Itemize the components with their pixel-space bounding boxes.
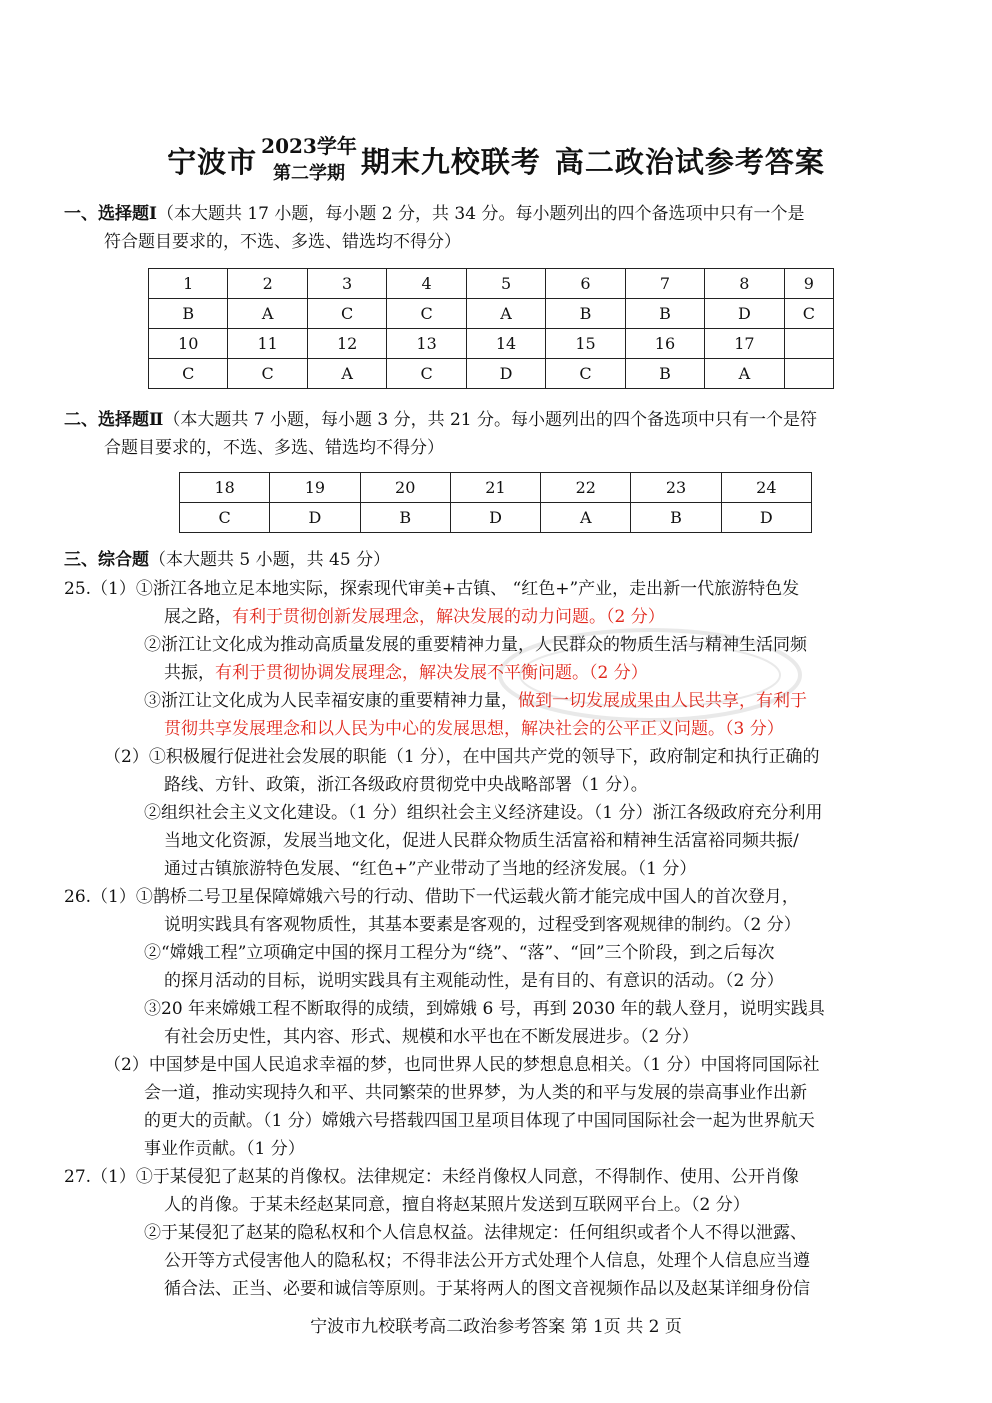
section1-answer-cell: C: [387, 359, 466, 389]
q25-part1-line3: ②浙江让文化成为推动高质量发展的重要精神力量，人民群众的物质生活与精神生活同频: [144, 635, 807, 655]
section1-answer-cell: B: [149, 299, 228, 329]
section2-answer-cell: D: [721, 503, 811, 533]
q25-part2-line2: 路线、方针、政策，浙江各级政府贯彻党中央战略部署（1 分）。: [164, 775, 648, 795]
q25-part2-line1: （2）①积极履行促进社会发展的职能（1 分），在中国共产党的领导下，政府制定和执行正确的: [104, 747, 820, 767]
q26-number: 26.（1）: [64, 887, 136, 907]
q26-part1-line1: 26.（1）①鹊桥二号卫星保障嫦娥六号的行动、借助下一代运载火箭才能完成中国人的首次登月，: [64, 887, 799, 907]
page-footer: 宁波市九校联考高二政治参考答案 第 1页 共 2 页: [310, 1317, 682, 1337]
q26-part1-line3: ②“嫦娥工程”立项确定中国的探月工程分为“绕”、“落”、“回”三个阶段，到之后每次: [144, 943, 775, 963]
section1-header: [64, 202, 804, 226]
section2-question-number: 23: [631, 473, 721, 503]
section1-question-number: 9: [784, 269, 833, 299]
section1-question-number: 10: [149, 329, 228, 359]
section2-question-number: 20: [360, 473, 450, 503]
section2-desc-1: （本大题共 7 小题，每小题 3 分，共 21 分。每小题列出的四个备选项中只有一个是符: [163, 410, 818, 430]
section2-answer-table: [179, 472, 812, 533]
section1-answer-cell: C: [784, 299, 833, 329]
section2-row: [180, 473, 812, 503]
section1-answer-cell: B: [625, 359, 704, 389]
section1-question-number: 16: [625, 329, 704, 359]
section1-desc-2: 符合题目要求的，不选、多选、错选均不得分）: [104, 232, 461, 252]
section1-row: [149, 269, 834, 299]
q27-number: 27.（1）: [64, 1167, 136, 1187]
section1-question-number: [784, 329, 833, 359]
q25-part1-line5: ③浙江让文化成为人民幸福安康的重要精神力量，做到一切发展成果由人民共享，有利于: [144, 691, 807, 711]
section2-row: [180, 503, 812, 533]
section2-heading: 二、选择题Ⅱ: [64, 410, 164, 430]
section1-question-number: 15: [546, 329, 625, 359]
q27-part1-line5: 循合法、正当、必要和诚信等原则。于某将两人的图文音视频作品以及赵某详细身份信: [164, 1279, 810, 1299]
section1-question-number: 5: [466, 269, 545, 299]
section1-question-number: 11: [228, 329, 307, 359]
section1-answer-cell: C: [307, 299, 386, 329]
section2-answer-cell: D: [450, 503, 540, 533]
q26-part1-line6: 有社会历史性，其内容、形式、规模和水平也在不断发展进步。（2 分）: [164, 1027, 699, 1047]
title-semester: 第二学期: [272, 163, 345, 184]
section1-answer-table: [148, 268, 834, 389]
section2-question-number: 21: [450, 473, 540, 503]
section1-question-number: 6: [546, 269, 625, 299]
q25-part1-line4: 共振，有利于贯彻协调发展理念，解决发展不平衡问题。（2 分）: [164, 663, 648, 683]
q26-part2-line1: （2）中国梦是中国人民追求幸福的梦，也同世界人民的梦想息息相关。（1 分）中国将同国际社: [104, 1055, 820, 1075]
section1-answer-cell: A: [705, 359, 784, 389]
section2-question-number: 18: [180, 473, 270, 503]
q27-part1-line3: ②于某侵犯了赵某的隐私权和个人信息权益。法律规定：任何组织或者个人不得以泄露、: [144, 1223, 807, 1243]
section2-answer-cell: B: [360, 503, 450, 533]
section1-question-number: 12: [307, 329, 386, 359]
section1-row: [149, 329, 834, 359]
title-year: 2023学年: [261, 134, 357, 158]
section2-answer-cell: C: [180, 503, 270, 533]
section2-answer-cell: A: [541, 503, 631, 533]
section1-question-number: 8: [705, 269, 784, 299]
section1-question-number: 1: [149, 269, 228, 299]
watermark-stamp: [490, 620, 810, 730]
section1-answer-cell: A: [307, 359, 386, 389]
section1-answer-cell: [784, 359, 833, 389]
q25-number: 25.（1）: [64, 579, 136, 599]
q25-part2-line4: 当地文化资源，发展当地文化，促进人民群众物质生活富裕和精神生活富裕同频共振/: [164, 831, 799, 851]
section1-question-number: 14: [466, 329, 545, 359]
q26-part1-line5: ③20 年来嫦娥工程不断取得的成绩，到嫦娥 6 号，再到 2030 年的载人登月，说明实践具: [144, 999, 825, 1019]
section1-question-number: 13: [387, 329, 466, 359]
q25-part2-line3: ②组织社会主义文化建设。（1 分）组织社会主义经济建设。（1 分）浙江各级政府充分利用: [144, 803, 823, 823]
section2-answer-cell: D: [270, 503, 360, 533]
section1-question-number: 7: [625, 269, 704, 299]
page-title: [0, 128, 992, 192]
q27-part1-line2: 人的肖像。于某未经赵某同意，擅自将赵某照片发送到互联网平台上。（2 分）: [164, 1195, 750, 1215]
q25-part2-line5: 通过古镇旅游特色发展、“红色+”产业带动了当地的经济发展。（1 分）: [164, 859, 697, 879]
section1-answer-cell: D: [705, 299, 784, 329]
section1-question-number: 4: [387, 269, 466, 299]
section3-note: （本大题共 5 小题，共 45 分）: [149, 550, 391, 570]
q25-part1-line1: 25.（1）①浙江各地立足本地实际，探索现代审美+古镇、 “红色+”产业，走出新一代旅游特色发: [64, 579, 800, 599]
section2-question-number: 24: [721, 473, 811, 503]
q25-key-point-1: 有利于贯彻创新发展理念，解决发展的动力问题。（2 分）: [232, 607, 665, 627]
section1-answer-cell: C: [228, 359, 307, 389]
section2-question-number: 22: [541, 473, 631, 503]
section1-question-number: 17: [705, 329, 784, 359]
section1-row: [149, 299, 834, 329]
q27-part1-line4: 公开等方式侵害他人的隐私权；不得非法公开方式处理个人信息，处理个人信息应当遵: [164, 1251, 810, 1271]
section1-desc-1: （本大题共 17 小题，每小题 2 分，共 34 分。每小题列出的四个备选项中只有一个是: [156, 204, 805, 224]
title-subject: 高二政治试参考答案: [554, 144, 825, 179]
q25-key-point-2: 有利于贯彻协调发展理念，解决发展不平衡问题。（2 分）: [215, 663, 648, 683]
q26-part2-line3: 的更大的贡献。（1 分）嫦娥六号搭载四国卫星项目体现了中国同国际社会一起为世界航天: [144, 1111, 815, 1131]
q26-part1-line4: 的探月活动的目标，说明实践具有主观能动性，是有目的、有意识的活动。（2 分）: [164, 971, 784, 991]
section1-heading: 一、选择题Ⅰ: [64, 204, 157, 224]
section1-answer-cell: B: [546, 299, 625, 329]
section1-answer-cell: A: [228, 299, 307, 329]
title-city: 宁波市: [167, 144, 258, 179]
section2-answer-cell: B: [631, 503, 721, 533]
section1-answer-cell: C: [387, 299, 466, 329]
q27-part1-line1: 27.（1）①于某侵犯了赵某的肖像权。法律规定：未经肖像权人同意，不得制作、使用、公开肖像: [64, 1167, 799, 1187]
section2-header: [64, 408, 817, 432]
section1-question-number: 3: [307, 269, 386, 299]
section1-question-number: 2: [228, 269, 307, 299]
section1-answer-cell: C: [149, 359, 228, 389]
section1-answer-cell: C: [546, 359, 625, 389]
section2-desc-2: 合题目要求的，不选、多选、错选均不得分）: [104, 438, 444, 458]
title-term: [261, 132, 357, 188]
section1-answer-cell: B: [625, 299, 704, 329]
section1-answer-cell: A: [466, 299, 545, 329]
section3-header: [64, 548, 390, 572]
q25-part1-line6: 贯彻共享发展理念和以人民为中心的发展思想，解决社会的公平正义问题。（3 分）: [164, 719, 784, 739]
q26-part1-line2: 说明实践具有客观物质性，其基本要素是客观的，过程受到客观规律的制约。（2 分）: [164, 915, 801, 935]
q25-key-point-3: 做到一切发展成果由人民共享，有利于: [518, 691, 807, 711]
title-main: 期末九校联考: [360, 144, 541, 179]
q25-part1-line2: 展之路，有利于贯彻创新发展理念，解决发展的动力问题。（2 分）: [164, 607, 665, 627]
section1-row: [149, 359, 834, 389]
section3-heading: 三、综合题: [64, 550, 149, 570]
q26-part2-line2: 会一道，推动实现持久和平、共同繁荣的世界梦，为人类的和平与发展的崇高事业作出新: [144, 1083, 807, 1103]
q26-part2-line4: 事业作贡献。（1 分）: [144, 1139, 305, 1159]
section2-question-number: 19: [270, 473, 360, 503]
section1-answer-cell: D: [466, 359, 545, 389]
